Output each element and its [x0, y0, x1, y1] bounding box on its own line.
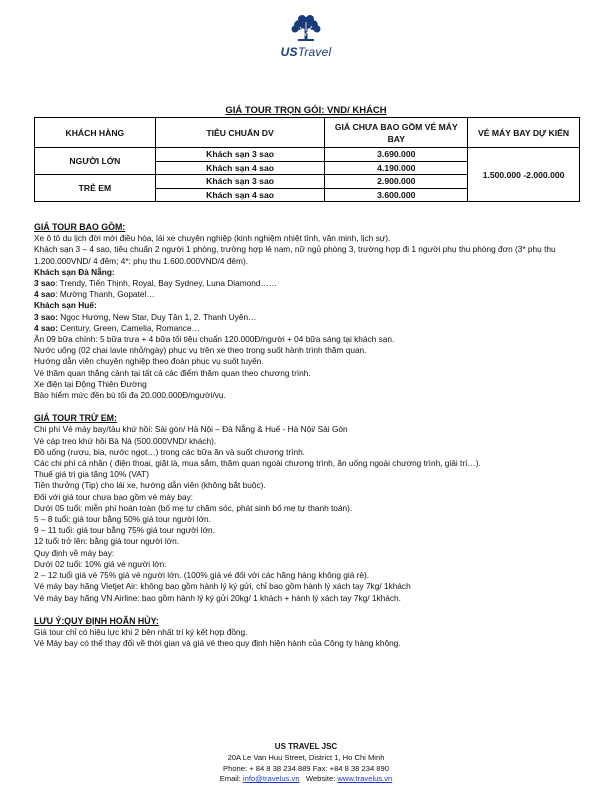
standard-cell: Khách sạn 3 sao	[155, 148, 325, 162]
price-cell: 2.900.000	[325, 175, 468, 189]
hotel-line: 4 sao: Mường Thanh, Gopatel…	[34, 289, 155, 300]
note-heading: LƯU Ý:QUY ĐỊNH HOÃN HỦY:	[34, 615, 159, 626]
table-row	[35, 148, 580, 162]
customer-child: TRẺ EM	[35, 175, 156, 202]
price-cell: 3.600.000	[325, 188, 468, 202]
excluded-line: Vé máy bay hãng Vietjet Air: không bao gồm hành lý ký gửi, chỉ bao gồm hành lý xách tay 7kg/ 1khách	[34, 581, 411, 592]
price-cell: 4.190.000	[325, 161, 468, 175]
header-standard: TIÊU CHUẨN DV	[155, 118, 325, 148]
excluded-line: Quy định về máy bay:	[34, 547, 115, 558]
company-name: US TRAVEL JSC	[274, 742, 338, 751]
standard-cell: Khách sạn 3 sao	[155, 175, 325, 189]
footer	[0, 742, 612, 785]
excluded-line: Các chi phí cá nhân ( điện thoại, giặt là, mua sắm, thăm quan ngoài chương trình, ăn uống ngoài chương trình, giải trí…).	[34, 458, 481, 469]
included-line: Bảo hiểm mức đền bù tối đa 20.000.000Đ/người/vụ.	[34, 390, 226, 401]
excluded-line: Dưới 02 tuổi: 10% giá vé người lớn.	[34, 558, 167, 569]
included-line: Hướng dẫn viên chuyên nghiệp theo đoàn phục vụ suốt tuyến.	[34, 356, 264, 367]
logo-wordmark: USTravel	[280, 45, 332, 59]
price-table-title: GIÁ TOUR TRỌN GÓI: VND/ KHÁCH	[225, 105, 387, 116]
tree-logo-icon	[289, 14, 323, 44]
customer-adult: NGƯỜI LỚN	[35, 148, 156, 175]
contact-line: Email: info@travelus.vn Website: www.travelus.vn	[219, 774, 393, 784]
excluded-line: Vé máy bay hãng VN Airline: bao gồm hành lý ký gửi 20kg/ 1 khách + hành lý xách tay 7kg/ 1khách.	[34, 592, 401, 603]
excluded-line: Tiền thưởng (Tip) cho lái xe, hướng dẫn viên (không bắt buộc).	[34, 480, 266, 491]
header-price: GIÁ CHƯA BAO GỒM VÉ MÁY BAY	[325, 118, 468, 148]
price-table	[34, 117, 580, 202]
hotel-line: 3 sao: Ngọc Hương, New Star, Duy Tân 1, 2. Thanh Uyên…	[34, 311, 257, 322]
website-link[interactable]: www.travelus.vn	[337, 774, 393, 784]
excluded-line: 2 – 12 tuổi giá vé 75% giá vé người lớn. (100% giá vé đối với các hãng hàng không giá rẻ).	[34, 570, 370, 581]
included-line: Xe ô tô du lịch đời mới điều hòa, lái xe chuyên nghiệp (kinh nghiệm nhiệt tình, văn minh, lịch sự).	[34, 233, 391, 244]
standard-cell: Khách sạn 4 sao	[155, 161, 325, 175]
hotel-line: 4 sao: Century, Green, Camelia, Romance…	[34, 322, 200, 333]
price-cell: 3.690.000	[325, 148, 468, 162]
excluded-line: Đối với giá tour chưa bao gồm vé máy bay:	[34, 491, 194, 502]
excluded-line: Dưới 05 tuổi: miễn phí hoàn toàn (bố mẹ tự chăm sóc, phát sinh bố mẹ tự thanh toán).	[34, 502, 353, 513]
header-customer: KHÁCH HÀNG	[35, 118, 156, 148]
company-phone: Phone: + 84 8 38 234 889 Fax: +84 8 38 234 890	[223, 763, 389, 773]
excluded-line: 9 – 11 tuổi: giá tour bằng 75% giá tour người lớn.	[34, 525, 215, 536]
excluded-line: Thuế giá trị gia tăng 10% (VAT)	[34, 469, 149, 480]
excluded-line: Vé cáp treo khứ hồi Bà Nà (500.000VND/ khách).	[34, 435, 217, 446]
hotel-line: 3 sao: Trendy, Tiến Thịnh, Royal, Bay Sydney, Luna Diamond……	[34, 278, 278, 289]
note-line: Vé Máy bay có thể thay đổi về thời gian và giá vé theo quy định hiện hành của Công ty hàng không.	[34, 638, 401, 649]
flight-price-cell: 1.500.000 -2.000.000	[468, 148, 580, 202]
included-line: Vé thăm quan thắng cảnh tại tất cả các điểm thăm quan theo chương trình.	[34, 367, 311, 378]
note-line: Giá tour chỉ có hiệu lực khi 2 bên nhất trí ký kết hợp đồng.	[34, 626, 248, 637]
included-line: Ăn 09 bữa chính: 5 bữa trưa + 4 bữa tối tiêu chuẩn 120.000Đ/người + 04 bữa sáng tại khách sạn.	[34, 334, 395, 345]
company-address: 20A Le Van Huu Street, District 1, Ho Chi Minh	[227, 752, 385, 762]
included-line: Nước uống (02 chai lavie nhỏ/ngày) phục vụ trên xe theo trong suốt hành trình thăm quan.	[34, 345, 367, 356]
header-flight: VÉ MÁY BAY DỰ KIẾN	[468, 118, 580, 148]
hotel-hue-label: Khách sạn Huế:	[34, 300, 97, 311]
excluded-line: Đồ uống (rượu, bia, nước ngọt…) trong các bữa ăn và suốt chương trình.	[34, 446, 305, 457]
tour-details	[34, 222, 586, 649]
email-link[interactable]: info@travelus.vn	[242, 774, 300, 784]
excluded-heading: GIÁ TOUR TRỪ EM:	[34, 413, 117, 424]
excluded-line: 5 – 8 tuổi: giá tour bằng 50% giá tour người lớn.	[34, 514, 211, 525]
excluded-line: 12 tuổi trở lên: bằng giá tour người lớn.	[34, 536, 180, 547]
included-heading: GIÁ TOUR BAO GỒM:	[34, 222, 126, 232]
company-logo	[0, 14, 612, 59]
included-line: Xe điện tại Động Thiên Đường	[34, 378, 147, 389]
included-line: Khách sạn 3 – 4 sao, tiêu chuẩn 2 người 1 phòng, trường hợp lẻ nam, nữ ngủ phòng 3, trường hợp đi 1 người phụ thu phòng đơn (3* phụ thu 1.200.000VND/ 4 đêm; 4*: phụ thu 1.600.000VND/4 đêm).	[34, 244, 556, 266]
hotel-danang-label: Khách sạn Đà Nẵng:	[34, 266, 115, 277]
excluded-line: Chi phí Vé máy bay/tàu khứ hồi: Sài gòn/ Hà Nội – Đà Nẵng & Huế - Hà Nội/ Sài Gòn	[34, 424, 348, 435]
standard-cell: Khách sạn 4 sao	[155, 188, 325, 202]
